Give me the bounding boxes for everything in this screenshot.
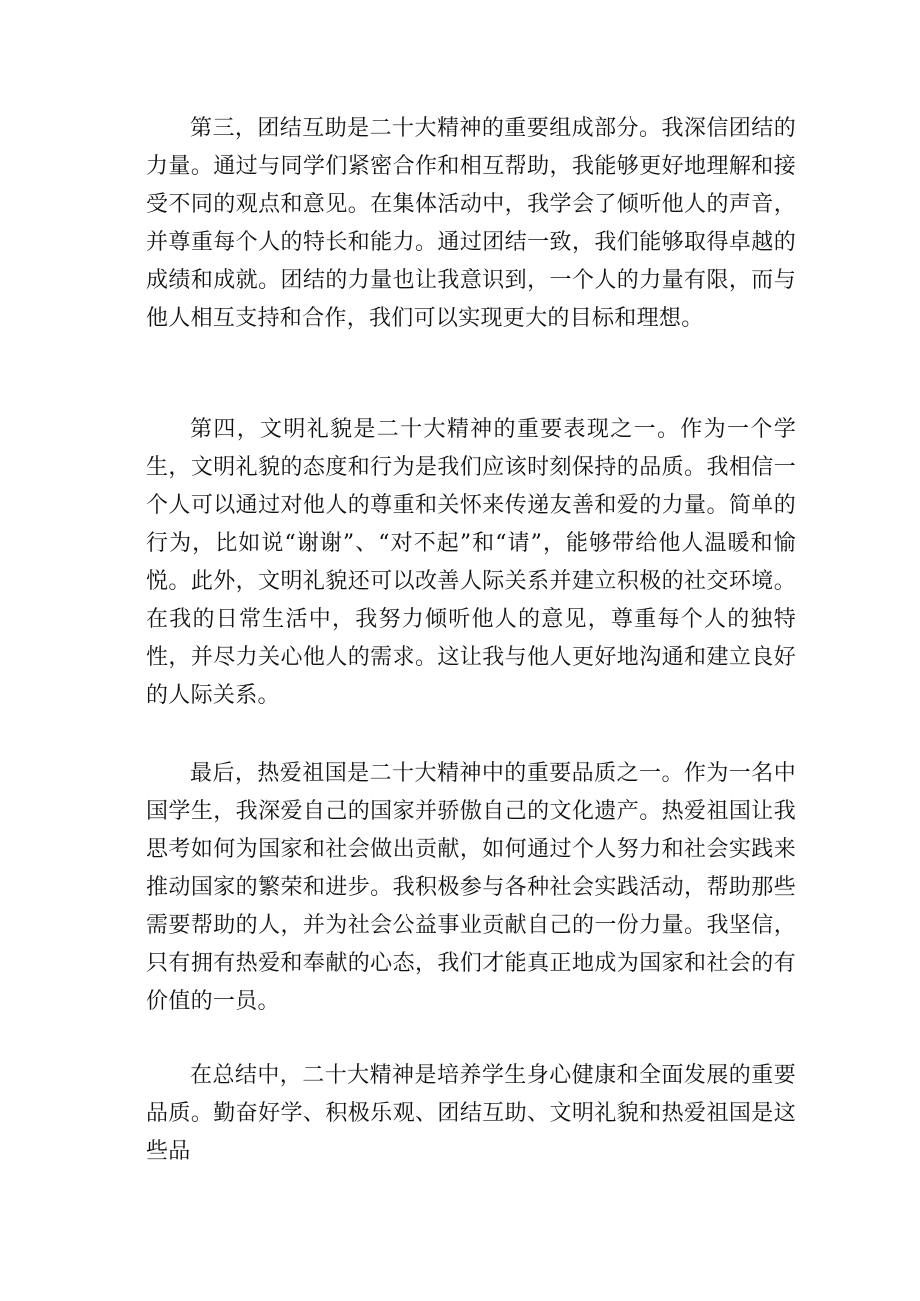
paragraph-unity: 第三，团结互助是二十大精神的重要组成部分。我深信团结的力量。通过与同学们紧密合作和相互帮助，我能够更好地理解和接受不同的观点和意见。在集体活动中，我学会了倾听他人的声音，并尊重每个人的特长和能力。通过团结一致，我们能够取得卓越的成绩和成就。团结的力量也让我意识到，一个人的力量有限，而与他人相互支持和合作，我们可以实现更大的目标和理想。 xyxy=(146,116,796,331)
paragraph-patriotism: 最后，热爱祖国是二十大精神中的重要品质之一。作为一名中国学生，我深爱自己的国家并骄傲自己的文化遗产。热爱祖国让我思考如何为国家和社会做出贡献，如何通过个人努力和社会实践来推动国家的繁荣和进步。我积极参与各种社会实践活动，帮助那些需要帮助的人，并为社会公益事业贡献自己的一份力量。我坚信，只有拥有热爱和奉献的心态，我们才能真正地成为国家和社会的有价值的一员。 xyxy=(146,761,796,1014)
paragraph-civility: 第四，文明礼貌是二十大精神的重要表现之一。作为一个学生，文明礼貌的态度和行为是我们应该时刻保持的品质。我相信一个人可以通过对他人的尊重和关怀来传递友善和爱的力量。简单的行为，比如说“谢谢”、“对不起”和“请”，能够带给他人温暖和愉悦。此外，文明礼貌还可以改善人际关系并建立积极的社交环境。在我的日常生活中，我努力倾听他人的意见，尊重每个人的独特性，并尽力关心他人的需求。这让我与他人更好地沟通和建立良好的人际关系。 xyxy=(146,417,796,708)
paragraph-summary: 在总结中，二十大精神是培养学生身心健康和全面发展的重要品质。勤奋好学、积极乐观、团结互助、文明礼貌和热爱祖国是这些品 xyxy=(146,1063,796,1164)
